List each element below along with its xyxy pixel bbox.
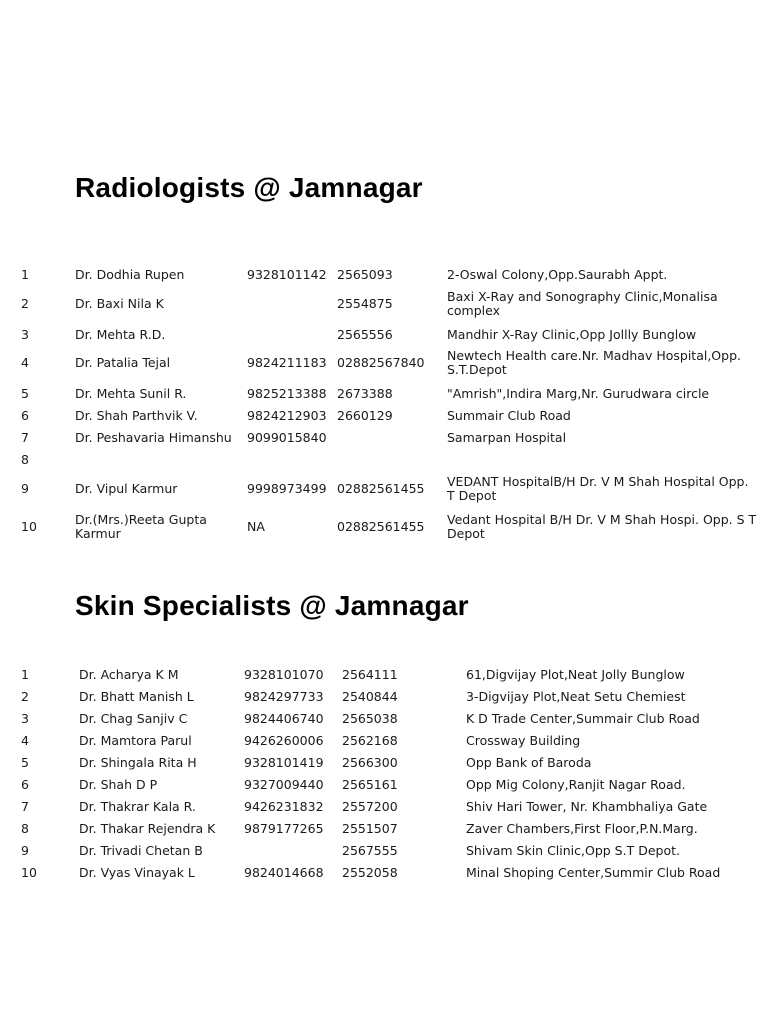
table-row	[0, 289, 768, 319]
row-number: 10	[21, 865, 37, 880]
address: Mandhir X-Ray Clinic,Opp Jollly Bunglow	[447, 327, 697, 342]
doctor-name: Dr. Mamtora Parul	[79, 733, 192, 748]
skin-specialists-heading: Skin Specialists @ Jamnagar	[75, 590, 469, 621]
doctor-name: Dr. Bhatt Manish L	[79, 689, 194, 704]
table-row	[0, 452, 768, 468]
phone-number: 2660129	[337, 408, 393, 423]
doctor-name: Dr. Vyas Vinayak L	[79, 865, 195, 880]
phone-number: 02882567840	[337, 355, 425, 370]
row-number: 6	[21, 777, 29, 792]
table-row	[0, 474, 768, 504]
row-number: 2	[21, 296, 29, 311]
doctor-name: Dr.(Mrs.)Reeta Gupta Karmur	[75, 512, 207, 541]
table-row	[0, 327, 768, 343]
table-row	[0, 777, 768, 793]
phone-number: 2565093	[337, 267, 393, 282]
phone-number: 2557200	[342, 799, 398, 814]
doctor-name	[75, 452, 247, 468]
row-number: 1	[21, 667, 29, 682]
doctor-name: Dr. Baxi Nila K	[75, 296, 164, 311]
mobile-number: 9327009440	[244, 777, 324, 792]
phone-number: 2565556	[337, 327, 393, 342]
mobile-number: 9825213388	[247, 386, 327, 401]
address: K D Trade Center,Summair Club Road	[466, 711, 700, 726]
phone-number: 02882561455	[337, 481, 425, 496]
mobile-number	[247, 327, 337, 343]
phone-number: 2673388	[337, 386, 393, 401]
address: Opp Bank of Baroda	[466, 755, 592, 770]
table-row	[0, 430, 768, 446]
doctor-name: Dr. Mehta R.D.	[75, 327, 166, 342]
address: 3-Digvijay Plot,Neat Setu Chemiest	[466, 689, 686, 704]
mobile-number: 9824211183	[247, 355, 327, 370]
row-number: 7	[21, 799, 29, 814]
row-number: 6	[21, 408, 29, 423]
address: 2-Oswal Colony,Opp.Saurabh Appt.	[447, 267, 668, 282]
address: Shiv Hari Tower, Nr. Khambhaliya Gate	[466, 799, 708, 814]
address: "Amrish",Indira Marg,Nr. Gurudwara circle	[447, 386, 710, 401]
radiologists-heading: Radiologists @ Jamnagar	[75, 172, 423, 203]
doctor-name: Dr. Peshavaria Himanshu	[75, 430, 232, 445]
table-row	[0, 711, 768, 727]
row-number: 5	[21, 755, 29, 770]
mobile-number: 9998973499	[247, 481, 327, 496]
address: VEDANT HospitalB/H Dr. V M Shah Hospital Opp. T Depot	[447, 474, 749, 503]
phone-number: 02882561455	[337, 519, 425, 534]
mobile-number	[247, 452, 337, 468]
mobile-number	[247, 289, 337, 319]
doctor-name: Dr. Dodhia Rupen	[75, 267, 185, 282]
row-number: 2	[21, 689, 29, 704]
address: Samarpan Hospital	[447, 430, 567, 445]
table-row	[0, 865, 768, 881]
table-row	[0, 821, 768, 837]
doctor-name: Dr. Chag Sanjiv C	[79, 711, 188, 726]
address: Newtech Health care.Nr. Madhav Hospital,Opp. S.T.Depot	[447, 348, 741, 377]
mobile-number: 9824212903	[247, 408, 327, 423]
phone-number: 2562168	[342, 733, 398, 748]
row-number: 10	[21, 519, 37, 534]
row-number: 9	[21, 843, 29, 858]
row-number: 3	[21, 327, 29, 342]
address: Vedant Hospital B/H Dr. V M Shah Hospi. Opp. S T Depot	[447, 512, 757, 541]
phone-number: 2567555	[342, 843, 398, 858]
mobile-number: 9426260006	[244, 733, 324, 748]
address: Shivam Skin Clinic,Opp S.T Depot.	[466, 843, 680, 858]
doctor-name: Dr. Acharya K M	[79, 667, 179, 682]
address: Summair Club Road	[447, 408, 571, 423]
phone-number: 2552058	[342, 865, 398, 880]
doctor-name: Dr. Shah D P	[79, 777, 158, 792]
table-row	[0, 512, 768, 542]
doctor-name: Dr. Thakar Rejendra K	[79, 821, 216, 836]
doctor-name: Dr. Shingala Rita H	[79, 755, 197, 770]
row-number: 9	[21, 481, 29, 496]
phone-number: 2551507	[342, 821, 398, 836]
mobile-number: 9824014668	[244, 865, 324, 880]
phone-number: 2565038	[342, 711, 398, 726]
mobile-number: 9328101419	[244, 755, 324, 770]
mobile-number: 9099015840	[247, 430, 327, 445]
row-number: 7	[21, 430, 29, 445]
phone-number: 2564111	[342, 667, 398, 682]
doctor-name: Dr. Vipul Karmur	[75, 481, 178, 496]
address: Crossway Building	[466, 733, 581, 748]
address: 61,Digvijay Plot,Neat Jolly Bunglow	[466, 667, 685, 682]
phone-number	[337, 452, 445, 468]
mobile-number: 9328101142	[247, 267, 327, 282]
address: Zaver Chambers,First Floor,P.N.Marg.	[466, 821, 698, 836]
row-number: 1	[21, 267, 29, 282]
row-number: 8	[21, 821, 29, 836]
doctor-name: Dr. Mehta Sunil R.	[75, 386, 187, 401]
phone-number: 2554875	[337, 296, 393, 311]
table-row	[0, 799, 768, 815]
phone-number: 2565161	[342, 777, 398, 792]
table-row	[0, 667, 768, 683]
table-row	[0, 755, 768, 771]
row-number: 4	[21, 733, 29, 748]
mobile-number: 9824297733	[244, 689, 324, 704]
mobile-number	[244, 843, 340, 859]
doctor-name: Dr. Thakrar Kala R.	[79, 799, 196, 814]
address: Minal Shoping Center,Summir Club Road	[466, 865, 721, 880]
table-row	[0, 267, 768, 283]
mobile-number: 9824406740	[244, 711, 324, 726]
doctor-name: Dr. Shah Parthvik V.	[75, 408, 198, 423]
mobile-number: NA	[247, 519, 265, 534]
mobile-number: 9879177265	[244, 821, 324, 836]
row-number: 8	[21, 452, 29, 467]
address: Opp Mig Colony,Ranjit Nagar Road.	[466, 777, 686, 792]
row-number: 4	[21, 355, 29, 370]
address: Baxi X-Ray and Sonography Clinic,Monalisa complex	[447, 289, 718, 318]
table-row	[0, 348, 768, 378]
mobile-number: 9426231832	[244, 799, 324, 814]
phone-number: 2566300	[342, 755, 398, 770]
mobile-number: 9328101070	[244, 667, 324, 682]
table-row	[0, 843, 768, 859]
phone-number: 2540844	[342, 689, 398, 704]
doctor-name: Dr. Patalia Tejal	[75, 355, 171, 370]
doctor-name: Dr. Trivadi Chetan B	[79, 843, 203, 858]
phone-number	[337, 430, 445, 446]
row-number: 3	[21, 711, 29, 726]
table-row	[0, 408, 768, 424]
row-number: 5	[21, 386, 29, 401]
table-row	[0, 733, 768, 749]
table-row	[0, 386, 768, 402]
address	[447, 452, 757, 468]
table-row	[0, 689, 768, 705]
